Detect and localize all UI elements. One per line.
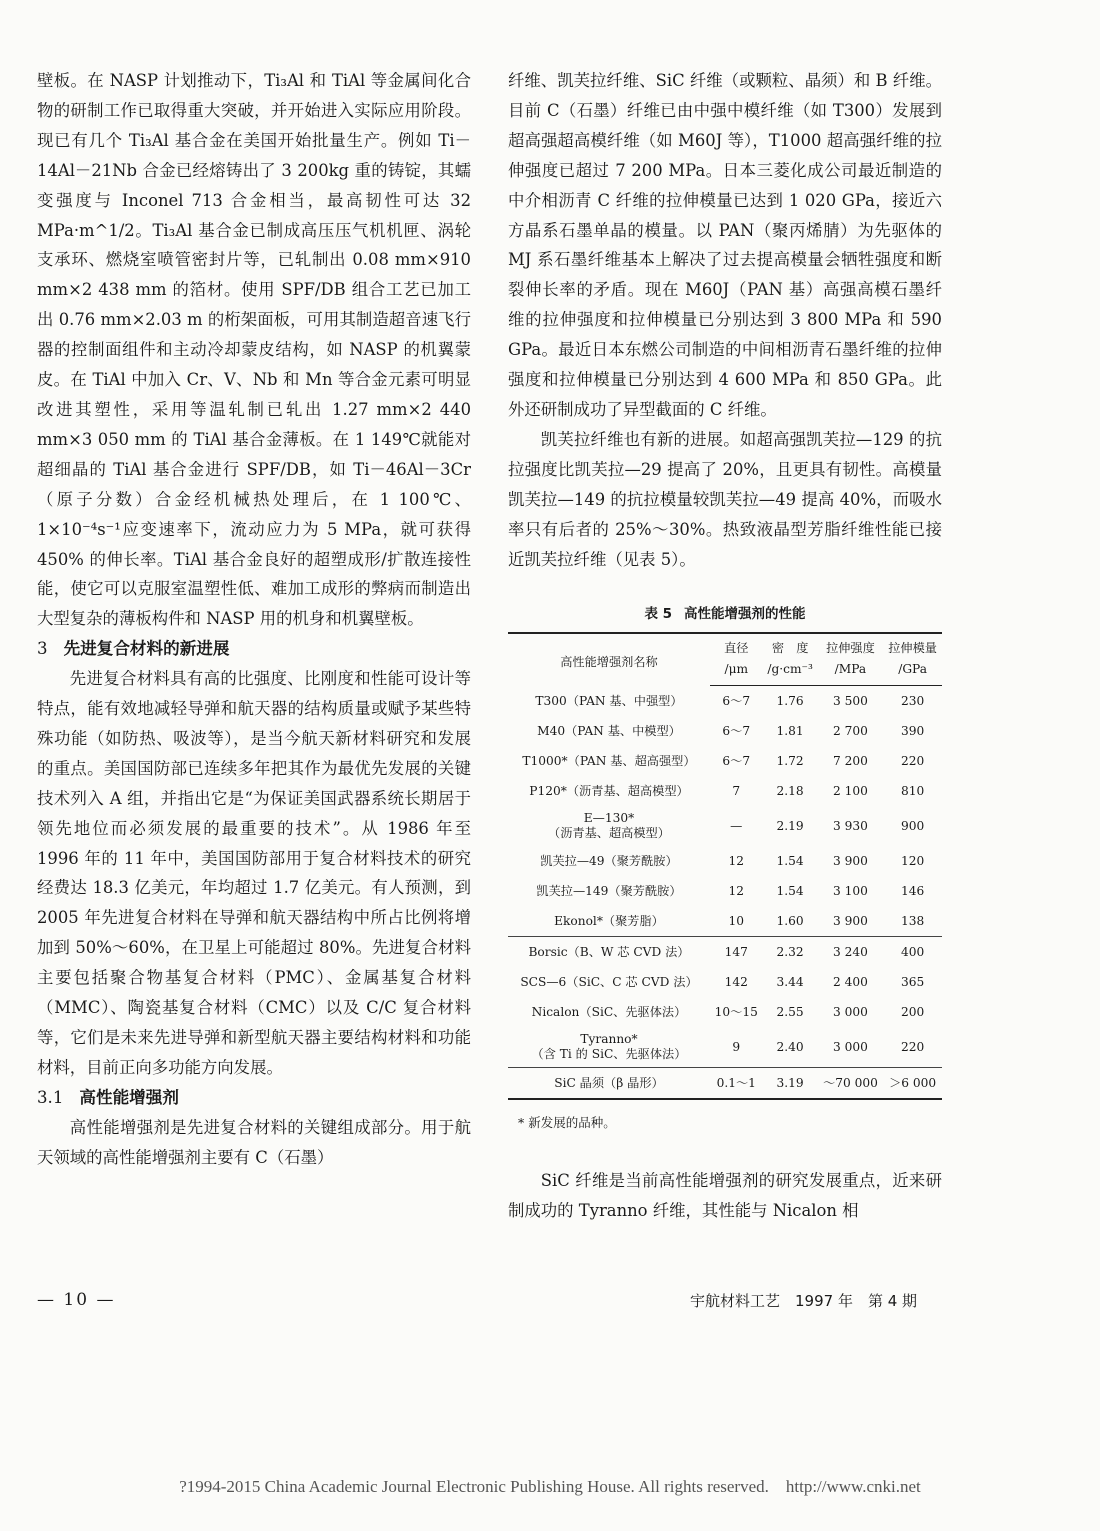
cell-dia: 10 (728, 913, 745, 928)
cell-den: 1.60 (776, 913, 804, 928)
cell-name-text: SCS—6（SiC、C 芯 CVD 法） (520, 974, 698, 989)
cell-dia: 12 (728, 883, 745, 898)
properties-table (508, 632, 942, 1100)
col-header-tensile-strength: 拉伸强度 (818, 633, 884, 659)
cell-name-text: Borsic（B、W 芯 CVD 法） (528, 944, 690, 959)
cell-name-text: M40（PAN 基、中模型） (537, 723, 681, 738)
cell-ts: 7 200 (832, 753, 868, 768)
section-number: 3 (37, 639, 48, 659)
cell-den: 3.44 (776, 974, 804, 989)
subsection-number: 3.1 (37, 1087, 64, 1107)
cell-den: 2.19 (776, 818, 804, 833)
cell-name-text: T300（PAN 基、中强型） (535, 693, 683, 708)
table-row (508, 716, 942, 746)
cell-dia: 10～15 (714, 1004, 758, 1019)
cell-name (508, 997, 710, 1027)
cell-tm: 220 (900, 1039, 925, 1054)
body-paragraph: 壁板。在 NASP 计划推动下，Ti₃Al 和 TiAl 等金属间化合物的研制工作已取得重大突破，并开始进入实际应用阶段。现已有几个 Ti₃Al 基合金在美国开始批量生产。例如 Ti－14Al－21Nb 合金已经熔铸出了 3 200kg 重的铸锭，其蠕变强度与 Inconel 713 合金相当，最高韧性可达 32 MPa·m^1/2。Ti₃Al 基合金已制成高压压气机机匣、涡轮支承环、燃烧室喷管密封片等，已轧制出 0.08 mm×910 mm×2 438 mm 的箔材。使用 SPF/DB 组合工艺已加工出 0.76 mm×2.03 m 的桁架面板，可用其制造超音速飞行器的控制面组件和主动冷却蒙皮结构，如 NASP 的机翼蒙皮。在 TiAl 中加入 Cr、V、Nb 和 Mn 等合金元素可明显改进其塑性，采用等温轧制已轧出 1.27 mm×2 440 mm×3 050 mm 的 TiAl 基合金薄板。在 1 149℃就能对超细晶的 TiAl 基合金进行 SPF/DB，如 Ti－46Al－3Cr（原子分数）合金经机械热处理后，在 1 100℃、1×10⁻⁴s⁻¹应变速率下，流动应力为 5 MPa，就可获得 450% 的伸长率。TiAl 基合金良好的超塑成形/扩散连接性能，使它可以克服室温塑性低、难加工成形的弊病而制造出大型复杂的薄板构件和 NASP 用的机身和机翼壁板。 (37, 71, 471, 629)
table-label: 表 5 (644, 606, 673, 623)
table-row (508, 1027, 942, 1068)
subsection-heading (37, 1083, 471, 1113)
col-unit-tensile-strength: /MPa (818, 659, 884, 686)
cell-tm: 220 (900, 753, 925, 768)
cell-name (508, 937, 710, 968)
cell-ts: 2 100 (832, 783, 868, 798)
cell-ts: 3 500 (832, 693, 868, 708)
cell-den: 1.72 (776, 753, 804, 768)
col-header-name: 高性能增强剂名称 (508, 633, 710, 686)
cell-name (508, 1068, 710, 1100)
col-unit-tensile-modulus: /GPa (883, 659, 942, 686)
cell-dia: 12 (728, 853, 745, 868)
cell-name (508, 686, 710, 717)
cell-dia: 6～7 (722, 693, 751, 708)
cell-tm: 365 (900, 974, 925, 989)
cell-name (508, 906, 710, 937)
table-row (508, 776, 942, 806)
col-header-density: 密 度 (763, 633, 818, 659)
cell-name-text: Nicalon（SiC、先驱体法） (531, 1004, 687, 1019)
cell-den: 2.32 (763, 937, 818, 968)
body-paragraph: 先进复合材料具有高的比强度、比刚度和性能可设计等特点，能有效地减轻导弹和航天器的结构质量或赋予某些特殊功能（如防热、吸波等），是当今航天新材料研究和发展的重点。美国国防部已连续多年把其作为最优先发展的关键技术列入 A 组，并指出它是“为保证美国武器系统长期居于领先地位而必须发展的最重要的技术”。从 1986 年至 1996 年的 11 年中，美国国防部用于复合材料技术的研究经费达 18.3 亿美元，年均超过 1.7 亿美元。有人预测，到 2005 年先进复合材料在导弹和航天器结构中所占比例将增加到 50%～60%，在卫星上可能超过 80%。先进复合材料主要包括聚合物基复合材料（PMC）、金属基复合材料（MMC）、陶瓷基复合材料（CMC）以及 C/C 复合材料等，它们是未来先进导弹和新型航天器主要结构材料和功能材料，目前正向多功能方向发展。 (37, 669, 471, 1077)
cell-dia: 6～7 (722, 753, 751, 768)
table-row (508, 746, 942, 776)
cell-name-subtext: （含 Ti 的 SiC、先驱体法） (531, 1047, 687, 1062)
col-header-tensile-modulus: 拉伸模量 (883, 633, 942, 659)
cell-tm: 390 (900, 723, 925, 738)
cell-ts: 3 930 (832, 818, 868, 833)
cell-tm: 146 (900, 883, 925, 898)
cell-ts: 2 700 (832, 723, 868, 738)
table-row (508, 846, 942, 876)
cell-tm: 120 (900, 853, 925, 868)
cell-den: 3.19 (763, 1068, 818, 1100)
section-heading (37, 634, 471, 664)
cell-ts: 3 900 (832, 913, 868, 928)
cell-den: 2.55 (776, 1004, 804, 1019)
cell-name-text: Ekonol*（聚芳脂） (554, 913, 664, 928)
cell-name-subtext: （沥青基、超高模型） (548, 826, 670, 841)
cell-tm: 810 (900, 783, 925, 798)
table-row (508, 806, 942, 846)
cell-ts: 2 400 (832, 974, 868, 989)
table-note: * 新发展的品种。 (518, 1115, 616, 1131)
cell-ts: 3 000 (832, 1039, 868, 1054)
cell-name (508, 746, 710, 776)
table-row (508, 876, 942, 906)
cell-den: 2.18 (776, 783, 804, 798)
cell-dia: — (730, 818, 743, 833)
table-row (508, 937, 942, 968)
cell-den: 1.76 (776, 693, 804, 708)
cell-dia: 0.1～1 (710, 1068, 763, 1100)
cell-den: 1.54 (776, 883, 804, 898)
cell-den: 1.54 (776, 853, 804, 868)
cell-name (508, 716, 710, 746)
cell-name-text: 凯芙拉—49（聚芳酰胺） (540, 853, 678, 868)
body-paragraph: SiC 纤维是当前高性能增强剂的研究发展重点，近来研制成功的 Tyranno 纤维，其性能与 Nicalon 相 (508, 1171, 942, 1221)
table-row (508, 967, 942, 997)
body-paragraph: 纤维、凯芙拉纤维、SiC 纤维（或颗粒、晶须）和 B 纤维。目前 C（石墨）纤维已由中强中模纤维（如 T300）发展到超高强超高模纤维（如 M60J 等），T1000 超高强纤维的拉伸强度已超过 7 200 MPa。日本三菱化成公司最近制造的中介相沥青 C 纤维的拉伸模量已达到 1 020 GPa，接近六方晶系石墨单晶的模量。以 PAN（聚丙烯腈）为先驱体的 MJ 系石墨纤维基本上解决了过去提高模量会牺牲强度和断裂伸长率的矛盾。现在 M60J（PAN 基）高强高模石墨纤维的拉伸强度和拉伸模量已分别达到 3 800 MPa 和 590 GPa。最近日本东燃公司制造的中间相沥青石墨纤维的拉伸强度和拉伸模量已分别达到 4 600 MPa 和 850 GPa。此外还研制成功了异型截面的 C 纤维。 (508, 71, 942, 419)
cell-name-text: Tyranno* (580, 1032, 638, 1047)
body-paragraph: 高性能增强剂是先进复合材料的关键组成部分。用于航天领域的高性能增强剂主要有 C（石墨） (37, 1117, 471, 1167)
right-column (508, 66, 942, 1226)
cell-dia: 9 (732, 1039, 741, 1054)
cell-name-text: P120*（沥青基、超高模型） (529, 783, 689, 798)
section-title: 先进复合材料的新进展 (63, 639, 230, 659)
cell-dia: 6～7 (722, 723, 751, 738)
cell-tm: 138 (900, 913, 925, 928)
journal-info: 宇航材料工艺 1997 年 第 4 期 (690, 1292, 918, 1310)
cell-name-text: SiC 晶须（β 晶形） (554, 1075, 664, 1090)
body-paragraph: 凯芙拉纤维也有新的进展。如超高强凯芙拉—129 的抗拉强度比凯芙拉—29 提高了 20%，且更具有韧性。高模量凯芙拉—149 的抗拉模量较凯芙拉—49 提高 40%，而吸水率只有后者的 25%～30%。热致液晶型芳脂纤维性能已接近凯芙拉纤维（见表 5）。 (508, 429, 942, 569)
col-header-diameter: 直径 (710, 633, 763, 659)
cell-name (508, 1027, 710, 1068)
cell-tm: 400 (883, 937, 942, 968)
page-number: — 10 — (37, 1290, 116, 1310)
cell-tm: ＞6 000 (883, 1068, 942, 1100)
table-title: 高性能增强剂的性能 (684, 606, 806, 623)
col-unit-diameter: /μm (710, 659, 763, 686)
cell-ts: 3 240 (818, 937, 884, 968)
table-row (508, 686, 942, 717)
cell-ts: 3 000 (832, 1004, 868, 1019)
cell-dia: 7 (732, 783, 741, 798)
table-row (508, 1068, 942, 1100)
table-caption (508, 604, 942, 624)
col-unit-density: /g·cm⁻³ (763, 659, 818, 686)
cell-dia: 147 (710, 937, 763, 968)
cell-tm: 900 (900, 818, 925, 833)
cell-ts: ～70 000 (818, 1068, 884, 1100)
cell-name-text: E—130* (583, 811, 635, 826)
cell-den: 1.81 (776, 723, 804, 738)
cell-tm: 200 (900, 1004, 925, 1019)
cell-den: 2.40 (776, 1039, 804, 1054)
left-column (37, 66, 471, 1173)
cell-name (508, 967, 710, 997)
cell-ts: 3 100 (832, 883, 868, 898)
cell-ts: 3 900 (832, 853, 868, 868)
cell-name (508, 876, 710, 906)
copyright-notice: ?1994-2015 China Academic Journal Electronic Publishing House. All rights reserved. http://www.cnki.net (179, 1477, 921, 1496)
cell-name (508, 846, 710, 876)
cell-tm: 230 (900, 693, 925, 708)
cell-name (508, 776, 710, 806)
cell-dia: 142 (724, 974, 748, 989)
table-row (508, 906, 942, 937)
subsection-title: 高性能增强剂 (79, 1087, 179, 1107)
cell-name-text: 凯芙拉—149（聚芳酰胺） (536, 883, 682, 898)
cell-name-text: T1000*（PAN 基、超高强型） (522, 753, 696, 768)
table-row (508, 997, 942, 1027)
cell-name (508, 806, 710, 846)
